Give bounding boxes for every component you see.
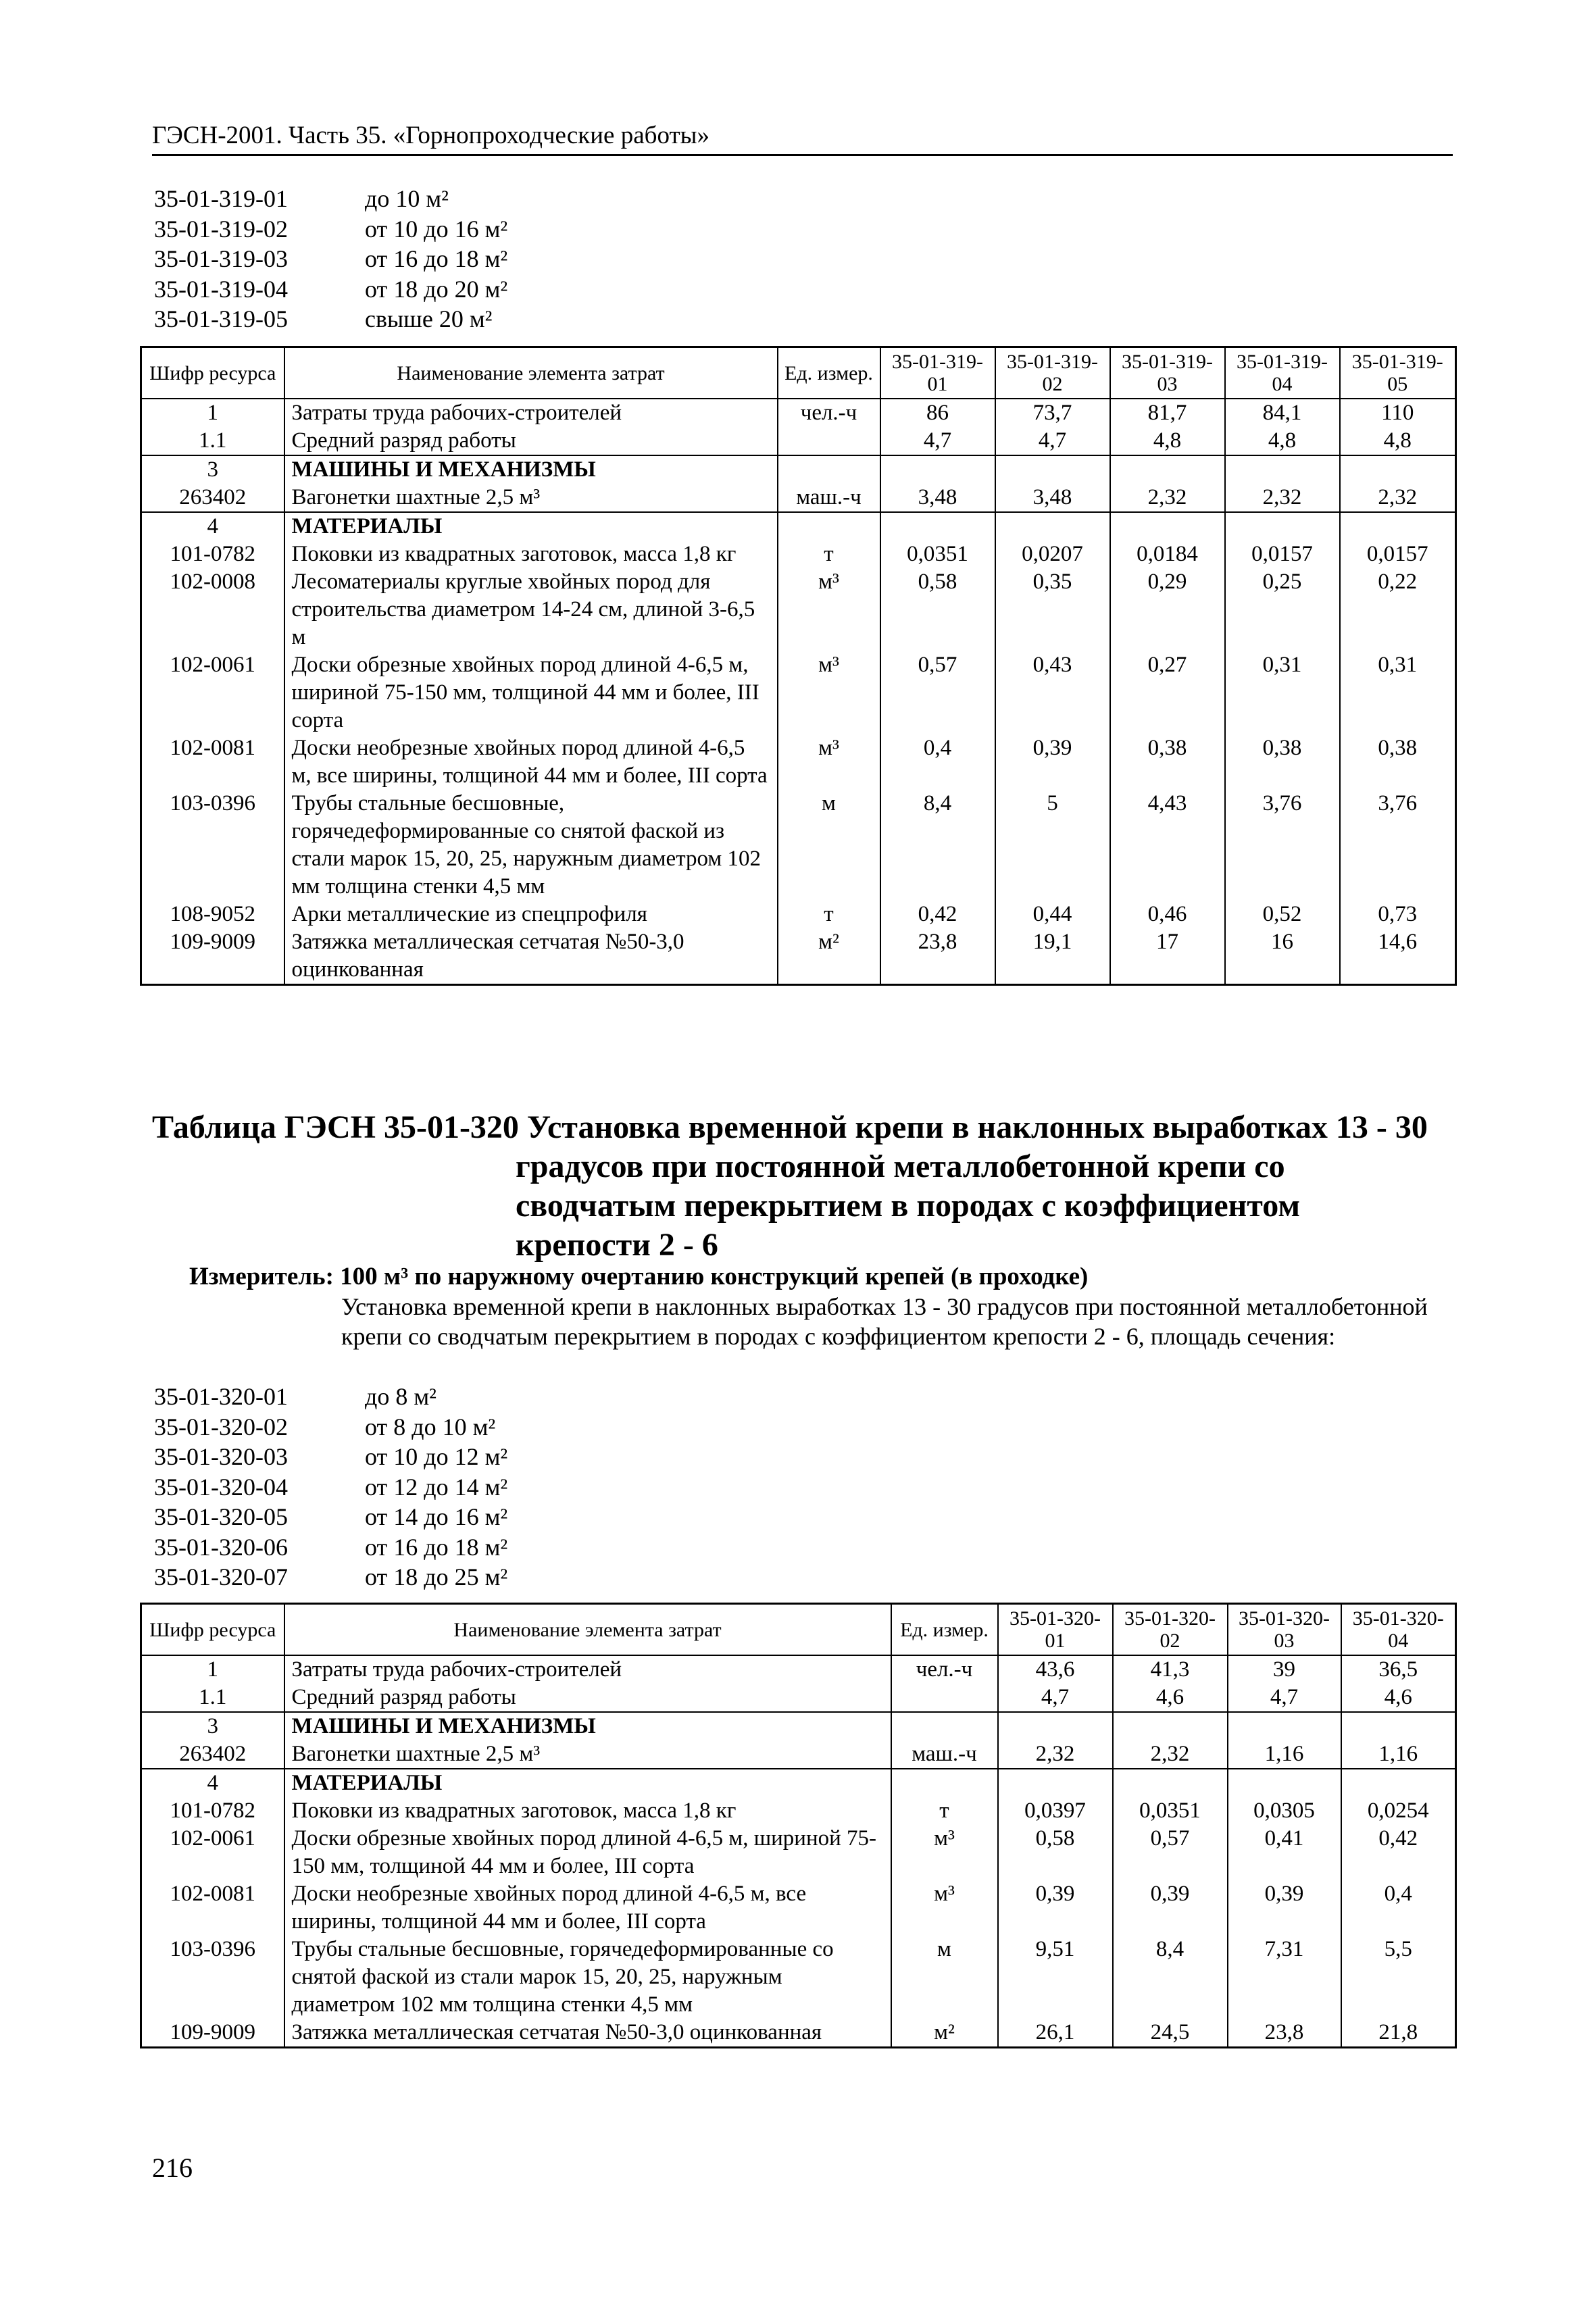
title-line-1: Таблица ГЭСН 35-01-320 Установка временной крепи в наклонных выработках 13 - 30 (152, 1109, 1428, 1145)
cell-value: 23,8 (1228, 2019, 1341, 2048)
cell-code: 1 (141, 399, 284, 427)
cell-code: 1.1 (141, 427, 284, 455)
cell-value (1225, 512, 1340, 540)
cell-value: 0,41 (1228, 1825, 1341, 1880)
table-row (141, 484, 1456, 512)
cell-value: 0,31 (1340, 651, 1456, 734)
cell-unit: маш.-ч (891, 1740, 998, 1769)
cell-value: 0,31 (1225, 651, 1340, 734)
cell-code: 1.1 (141, 1684, 284, 1712)
code-number: 35-01-320-02 (154, 1413, 288, 1440)
cell-unit: чел.-ч (891, 1655, 998, 1684)
cell-code: 109-9009 (141, 2019, 284, 2048)
cell-value: 0,57 (880, 651, 995, 734)
code-row (154, 244, 507, 274)
cell-unit: м² (891, 2019, 998, 2048)
resource-table-319 (140, 346, 1457, 986)
code-number: 35-01-320-03 (154, 1443, 288, 1470)
cell-name: Вагонетки шахтные 2,5 м³ (284, 1740, 891, 1769)
code-row (154, 1382, 507, 1412)
cell-value: 41,3 (1113, 1655, 1228, 1684)
table-row (141, 455, 1456, 484)
cell-value: 4,7 (880, 427, 995, 455)
running-header: ГЭСН-2001. Часть 35. «Горнопроходческие работы» (152, 120, 1453, 156)
cell-name: Доски обрезные хвойных пород длиной 4-6,5 м, шириной 75-150 мм, толщиной 44 мм и более, III сорта (284, 1825, 891, 1880)
cell-value: 39 (1228, 1655, 1341, 1684)
cell-value: 3,76 (1340, 790, 1456, 901)
cell-name: МАШИНЫ И МЕХАНИЗМЫ (284, 455, 778, 484)
cell-code: 3 (141, 455, 284, 484)
cell-value: 4,6 (1341, 1684, 1456, 1712)
cell-value: 4,8 (1110, 427, 1225, 455)
cell-value: 23,8 (880, 928, 995, 985)
cell-value: 0,58 (880, 568, 995, 651)
cell-unit: т (778, 901, 880, 928)
cell-value: 0,43 (995, 651, 1110, 734)
header-norm-code: 35-01-319-01 (880, 347, 995, 399)
cell-value: 0,0397 (998, 1797, 1113, 1825)
code-range: от 16 до 18 м² (365, 245, 508, 272)
cell-name: Вагонетки шахтные 2,5 м³ (284, 484, 778, 512)
cell-unit (778, 455, 880, 484)
cell-value: 1,16 (1341, 1740, 1456, 1769)
table-row (141, 734, 1456, 790)
resource-table-320 (140, 1603, 1457, 2048)
cell-code: 1 (141, 1655, 284, 1684)
title-line-2: градусов при постоянной металлобетонной крепи со (516, 1149, 1285, 1184)
header-name: Наименование элемента затрат (284, 1604, 891, 1656)
cell-value (1113, 1769, 1228, 1797)
cell-value: 4,6 (1113, 1684, 1228, 1712)
cell-value (880, 455, 995, 484)
cell-value: 73,7 (995, 399, 1110, 427)
cell-value: 4,8 (1225, 427, 1340, 455)
cell-value: 0,58 (998, 1825, 1113, 1880)
header-norm-code: 35-01-320-02 (1113, 1604, 1228, 1656)
cell-value: 2,32 (1340, 484, 1456, 512)
cell-value: 4,7 (995, 427, 1110, 455)
table-title (152, 1108, 1456, 1265)
cell-value: 0,39 (998, 1880, 1113, 1936)
cell-value: 0,42 (880, 901, 995, 928)
cell-value: 8,4 (1113, 1936, 1228, 2019)
cell-value: 0,39 (1228, 1880, 1341, 1936)
cell-code: 103-0396 (141, 790, 284, 901)
code-number: 35-01-319-05 (154, 305, 288, 332)
cell-code: 101-0782 (141, 1797, 284, 1825)
header-norm-code: 35-01-319-02 (995, 347, 1110, 399)
cell-code: 101-0782 (141, 540, 284, 568)
cell-value: 0,29 (1110, 568, 1225, 651)
cell-value: 0,4 (880, 734, 995, 790)
cell-name: Затяжка металлическая сетчатая №50-3,0 оцинкованная (284, 928, 778, 985)
cell-value: 5 (995, 790, 1110, 901)
cell-value (995, 455, 1110, 484)
cell-value: 0,57 (1113, 1825, 1228, 1880)
cell-name: Доски необрезные хвойных пород длиной 4-6,5 м, все ширины, толщиной 44 мм и более, III сорта (284, 734, 778, 790)
cell-value: 21,8 (1341, 2019, 1456, 2048)
code-range: свыше 20 м² (365, 305, 493, 332)
cell-name: Средний разряд работы (284, 427, 778, 455)
code-row (154, 1532, 507, 1563)
cell-name: Трубы стальные бесшовные, горячедеформированные со снятой фаской из стали марок 15, 20, 25, наружным диаметром 102 мм толщина стенки 4,5 мм (284, 1936, 891, 2019)
code-row (154, 1472, 507, 1503)
cell-name: Лесоматериалы круглые хвойных пород для строительства диаметром 14-24 см, длиной 3-6,5 м (284, 568, 778, 651)
code-range: от 8 до 10 м² (365, 1413, 496, 1440)
cell-value: 2,32 (1113, 1740, 1228, 1769)
header-name: Наименование элемента затрат (284, 347, 778, 399)
cell-value (1110, 512, 1225, 540)
header-norm-code: 35-01-320-01 (998, 1604, 1113, 1656)
cell-value (1225, 455, 1340, 484)
cell-value (1341, 1769, 1456, 1797)
code-range: от 10 до 16 м² (365, 215, 508, 243)
cell-value: 81,7 (1110, 399, 1225, 427)
cell-value: 86 (880, 399, 995, 427)
cell-value: 1,16 (1228, 1740, 1341, 1769)
code-number: 35-01-319-04 (154, 275, 288, 303)
cell-code: 263402 (141, 1740, 284, 1769)
code-row (154, 1442, 507, 1472)
cell-value: 3,48 (880, 484, 995, 512)
cell-value: 7,31 (1228, 1936, 1341, 2019)
cell-unit: м³ (891, 1880, 998, 1936)
code-row (154, 1502, 507, 1532)
cell-code: 102-0081 (141, 734, 284, 790)
cell-name: МАТЕРИАЛЫ (284, 512, 778, 540)
cell-value: 0,22 (1340, 568, 1456, 651)
cell-unit (778, 512, 880, 540)
code-row (154, 1562, 507, 1592)
cell-value: 0,52 (1225, 901, 1340, 928)
code-range: от 10 до 12 м² (365, 1443, 508, 1470)
header-norm-code: 35-01-320-03 (1228, 1604, 1341, 1656)
cell-value: 5,5 (1341, 1936, 1456, 2019)
table-row (141, 399, 1456, 427)
table-row (141, 1712, 1456, 1740)
table-row (141, 1655, 1456, 1684)
cell-name: Затраты труда рабочих-строителей (284, 1655, 891, 1684)
cell-value (1113, 1712, 1228, 1740)
cell-unit: м³ (778, 568, 880, 651)
cell-value: 9,51 (998, 1936, 1113, 2019)
cell-value: 0,0184 (1110, 540, 1225, 568)
cell-value: 14,6 (1340, 928, 1456, 985)
table-row (141, 1825, 1456, 1880)
cell-value: 0,46 (1110, 901, 1225, 928)
cell-code: 3 (141, 1712, 284, 1740)
code-number: 35-01-319-01 (154, 185, 288, 212)
cell-value (1341, 1712, 1456, 1740)
table-row (141, 651, 1456, 734)
table-row (141, 1880, 1456, 1936)
cell-value: 19,1 (995, 928, 1110, 985)
title-line-4: крепости 2 - 6 (516, 1227, 718, 1263)
cell-unit (891, 1769, 998, 1797)
table-row (141, 568, 1456, 651)
cell-unit (778, 427, 880, 455)
cell-name: Затраты труда рабочих-строителей (284, 399, 778, 427)
cell-value: 0,27 (1110, 651, 1225, 734)
code-number: 35-01-319-02 (154, 215, 288, 243)
cell-unit (891, 1684, 998, 1712)
header-unit: Ед. измер. (891, 1604, 998, 1656)
table-row (141, 512, 1456, 540)
header-code: Шифр ресурса (141, 347, 284, 399)
cell-value: 24,5 (1113, 2019, 1228, 2048)
cell-code: 4 (141, 512, 284, 540)
cell-code: 108-9052 (141, 901, 284, 928)
code-range: от 18 до 25 м² (365, 1563, 508, 1590)
cell-code: 4 (141, 1769, 284, 1797)
cell-code: 263402 (141, 484, 284, 512)
code-row (154, 304, 507, 334)
code-list-319 (154, 184, 507, 334)
cell-name: Поковки из квадратных заготовок, масса 1,8 кг (284, 1797, 891, 1825)
code-number: 35-01-320-04 (154, 1473, 288, 1501)
cell-name: Арки металлические из спецпрофиля (284, 901, 778, 928)
table-row (141, 540, 1456, 568)
table-row (141, 790, 1456, 901)
cell-value: 17 (1110, 928, 1225, 985)
cell-unit: м³ (778, 651, 880, 734)
cell-value: 0,4 (1341, 1880, 1456, 1936)
code-row (154, 1412, 507, 1442)
cell-value: 4,8 (1340, 427, 1456, 455)
title-line-3: сводчатым перекрытием в породах с коэффициентом (516, 1188, 1301, 1224)
cell-value: 0,0254 (1341, 1797, 1456, 1825)
cell-value: 0,38 (1340, 734, 1456, 790)
cell-unit: м (891, 1936, 998, 2019)
cell-value: 3,48 (995, 484, 1110, 512)
work-description: Установка временной крепи в наклонных выработках 13 - 30 градусов при постоянной металлобетонной крепи со сводчатым перекрытием в породах с коэффициентом крепости 2 - 6, площадь сечения: (341, 1293, 1428, 1350)
cell-code: 109-9009 (141, 928, 284, 985)
table-row (141, 928, 1456, 985)
header-norm-code: 35-01-320-04 (1341, 1604, 1456, 1656)
table-row (141, 901, 1456, 928)
cell-value: 0,0157 (1340, 540, 1456, 568)
header-unit: Ед. измер. (778, 347, 880, 399)
cell-value: 2,32 (998, 1740, 1113, 1769)
cell-unit: м³ (778, 734, 880, 790)
code-number: 35-01-319-03 (154, 245, 288, 272)
cell-value: 4,7 (998, 1684, 1113, 1712)
cell-name: Поковки из квадратных заготовок, масса 1,8 кг (284, 540, 778, 568)
cell-value: 0,25 (1225, 568, 1340, 651)
cell-value (880, 512, 995, 540)
cell-value: 0,0157 (1225, 540, 1340, 568)
code-row (154, 274, 507, 305)
code-number: 35-01-320-05 (154, 1503, 288, 1530)
measure-unit: Измеритель: 100 м³ по наружному очертанию конструкций крепей (в проходке) (189, 1263, 1089, 1290)
cell-unit (891, 1712, 998, 1740)
cell-value: 2,32 (1225, 484, 1340, 512)
code-range: от 14 до 16 м² (365, 1503, 508, 1530)
table-row (141, 427, 1456, 455)
cell-name: МАТЕРИАЛЫ (284, 1769, 891, 1797)
cell-value: 0,0305 (1228, 1797, 1341, 1825)
cell-unit: т (891, 1797, 998, 1825)
cell-name: Средний разряд работы (284, 1684, 891, 1712)
code-number: 35-01-320-01 (154, 1383, 288, 1410)
cell-value: 0,39 (995, 734, 1110, 790)
cell-value: 8,4 (880, 790, 995, 901)
header-norm-code: 35-01-319-03 (1110, 347, 1225, 399)
cell-value: 0,44 (995, 901, 1110, 928)
code-range: до 10 м² (365, 185, 449, 212)
cell-value: 36,5 (1341, 1655, 1456, 1684)
cell-value (1110, 455, 1225, 484)
code-list-320 (154, 1382, 507, 1592)
cell-code: 102-0008 (141, 568, 284, 651)
code-row (154, 214, 507, 245)
table-row (141, 1740, 1456, 1769)
cell-value (998, 1712, 1113, 1740)
cell-value: 4,43 (1110, 790, 1225, 901)
cell-unit: м (778, 790, 880, 901)
cell-unit: чел.-ч (778, 399, 880, 427)
cell-value: 0,42 (1341, 1825, 1456, 1880)
code-number: 35-01-320-07 (154, 1563, 288, 1590)
cell-unit: маш.-ч (778, 484, 880, 512)
cell-value (1228, 1769, 1341, 1797)
code-row (154, 184, 507, 214)
cell-value: 0,73 (1340, 901, 1456, 928)
cell-value (995, 512, 1110, 540)
cell-value: 43,6 (998, 1655, 1113, 1684)
cell-value (1340, 455, 1456, 484)
cell-unit: т (778, 540, 880, 568)
cell-value: 0,38 (1225, 734, 1340, 790)
cell-value: 2,32 (1110, 484, 1225, 512)
cell-value: 0,0207 (995, 540, 1110, 568)
cell-code: 102-0061 (141, 1825, 284, 1880)
cell-value: 110 (1340, 399, 1456, 427)
cell-value: 0,0351 (1113, 1797, 1228, 1825)
cell-unit: м³ (891, 1825, 998, 1880)
cell-value (1340, 512, 1456, 540)
page-number: 216 (152, 2153, 193, 2183)
cell-name: Доски обрезные хвойных пород длиной 4-6,5 м, шириной 75-150 мм, толщиной 44 мм и более, III сорта (284, 651, 778, 734)
header-norm-code: 35-01-319-04 (1225, 347, 1340, 399)
code-range: до 8 м² (365, 1383, 437, 1410)
table-row (141, 1936, 1456, 2019)
header-norm-code: 35-01-319-05 (1340, 347, 1456, 399)
cell-value (998, 1769, 1113, 1797)
cell-value: 3,76 (1225, 790, 1340, 901)
code-number: 35-01-320-06 (154, 1533, 288, 1561)
cell-name: Затяжка металлическая сетчатая №50-3,0 оцинкованная (284, 2019, 891, 2048)
cell-value (1228, 1712, 1341, 1740)
cell-code: 102-0081 (141, 1880, 284, 1936)
table-row (141, 2019, 1456, 2048)
cell-name: Доски необрезные хвойных пород длиной 4-6,5 м, все ширины, толщиной 44 мм и более, III сорта (284, 1880, 891, 1936)
cell-name: МАШИНЫ И МЕХАНИЗМЫ (284, 1712, 891, 1740)
cell-value: 16 (1225, 928, 1340, 985)
code-range: от 18 до 20 м² (365, 275, 508, 303)
table-row (141, 1769, 1456, 1797)
cell-unit: м² (778, 928, 880, 985)
cell-code: 102-0061 (141, 651, 284, 734)
header-code: Шифр ресурса (141, 1604, 284, 1656)
table-row (141, 1684, 1456, 1712)
cell-code: 103-0396 (141, 1936, 284, 2019)
table-row (141, 1797, 1456, 1825)
cell-value: 84,1 (1225, 399, 1340, 427)
code-range: от 12 до 14 м² (365, 1473, 508, 1501)
cell-value: 4,7 (1228, 1684, 1341, 1712)
code-range: от 16 до 18 м² (365, 1533, 508, 1561)
cell-value: 0,35 (995, 568, 1110, 651)
cell-value: 0,0351 (880, 540, 995, 568)
cell-value: 0,38 (1110, 734, 1225, 790)
cell-name: Трубы стальные бесшовные, горячедеформированные со снятой фаской из стали марок 15, 20, 25, наружным диаметром 102 мм толщина стенки 4,5 мм (284, 790, 778, 901)
cell-value: 26,1 (998, 2019, 1113, 2048)
cell-value: 0,39 (1113, 1880, 1228, 1936)
